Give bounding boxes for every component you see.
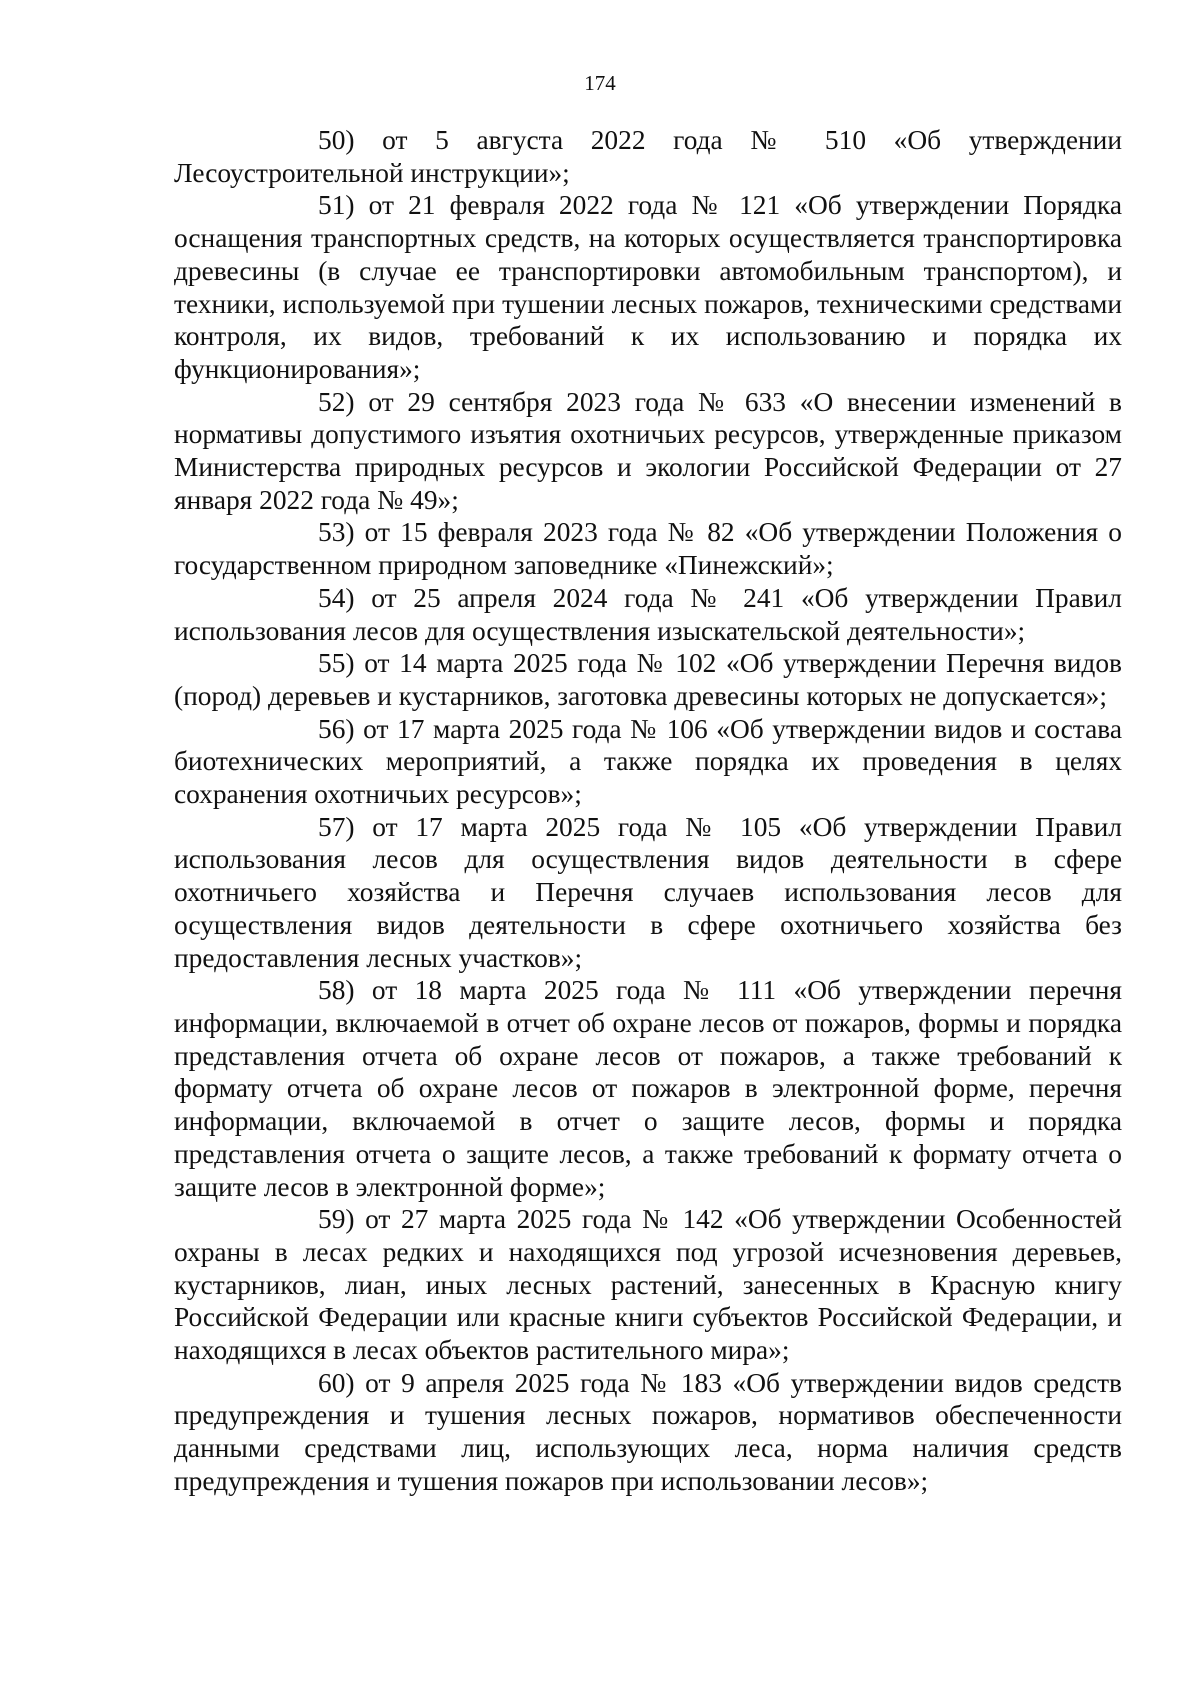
item-text: от 15 февраля 2023 года № 82 «Об утверждении Положения о государственном природном заповеднике «Пинежский»;: [174, 517, 1122, 581]
page-number: 174: [584, 71, 616, 95]
list-item: [174, 189, 1122, 385]
item-number: 50): [318, 125, 355, 155]
item-text: от 18 марта 2025 года № 111 «Об утверждении перечня информации, включаемой в отчет об охране лесов от пожаров, формы и порядка представления отчета об охране лесов от пожаров, а также требований к формату отчета об охране лесов от пожаров в электронной форме, перечня информации, включаемой в отчет о защите лесов, формы и порядка представления отчета о защите лесов, а также требований к формату отчета о защите лесов в электронной форме»;: [174, 975, 1122, 1202]
item-number: 55): [318, 648, 355, 679]
list-item: [174, 516, 1122, 581]
list-item: [174, 1367, 1122, 1498]
item-number: 58): [318, 975, 355, 1006]
item-number: 57): [318, 811, 355, 842]
item-number: 54): [318, 582, 355, 613]
list-item: [174, 124, 1122, 189]
item-text: от 17 марта 2025 года № 105 «Об утверждении Правил использования лесов для осуществления видов деятельности в сфере охотничьего хозяйства и Перечня случаев использования лесов для осуществления видов деятельности в сфере охотничьего хозяйства без предоставления лесных участков»;: [174, 811, 1122, 973]
list-item: [174, 647, 1122, 712]
list-item: [174, 713, 1122, 811]
list-item: [174, 974, 1122, 1203]
list-item: [174, 386, 1122, 517]
list-item: [174, 811, 1122, 975]
item-text: от 9 апреля 2025 года № 183 «Об утверждении видов средств предупреждения и тушения лесных пожаров, нормативов обеспеченности данными средствами лиц, использующих леса, норма наличия средств предупреждения и тушения пожаров при использовании лесов»;: [174, 1367, 1122, 1496]
document-body: [174, 124, 1122, 1498]
item-number: 52): [318, 386, 355, 417]
list-item: [174, 582, 1122, 647]
item-number: 60): [318, 1367, 355, 1398]
item-text: от 5 августа 2022 года № 510 «Об утверждении Лесоустроительной инструкции»;: [174, 125, 1122, 188]
item-number: 59): [318, 1204, 355, 1235]
item-text: от 29 сентября 2023 года № 633 «О внесении изменений в нормативы допустимого изъятия охотничьих ресурсов, утвержденные приказом Министерства природных ресурсов и экологии Российской Федерации от 27 января 2022 года № 49»;: [174, 386, 1122, 515]
item-text: от 17 марта 2025 года № 106 «Об утверждении видов и состава биотехнических мероприятий, а также порядка их проведения в целях сохранения охотничьих ресурсов»;: [174, 713, 1122, 810]
list-item: [174, 1203, 1122, 1367]
item-text: от 14 марта 2025 года № 102 «Об утверждении Перечня видов (пород) деревьев и кустарников, заготовка древесины которых не допускается»;: [174, 648, 1122, 711]
item-number: 51): [318, 190, 355, 221]
item-number: 56): [318, 713, 355, 744]
item-text: от 25 апреля 2024 года № 241 «Об утверждении Правил использования лесов для осуществления изыскательской деятельности»;: [174, 582, 1122, 646]
item-number: 53): [318, 517, 355, 548]
item-text: от 27 марта 2025 года № 142 «Об утверждении Особенностей охраны в лесах редких и находящихся под угрозой исчезновения деревьев, кустарников, лиан, иных лесных растений, занесенных в Красную книгу Российской Федерации или красные книги субъектов Российской Федерации, и находящихся в лесах объектов растительного мира»;: [174, 1204, 1122, 1366]
item-text: от 21 февраля 2022 года № 121 «Об утверждении Порядка оснащения транспортных средств, на которых осуществляется транспортировка древесины (в случае ее транспортировки автомобильным транспортом), и техники, используемой при тушении лесных пожаров, техническими средствами контроля, их видов, требований к их использованию и порядка их функционирования»;: [174, 190, 1122, 384]
